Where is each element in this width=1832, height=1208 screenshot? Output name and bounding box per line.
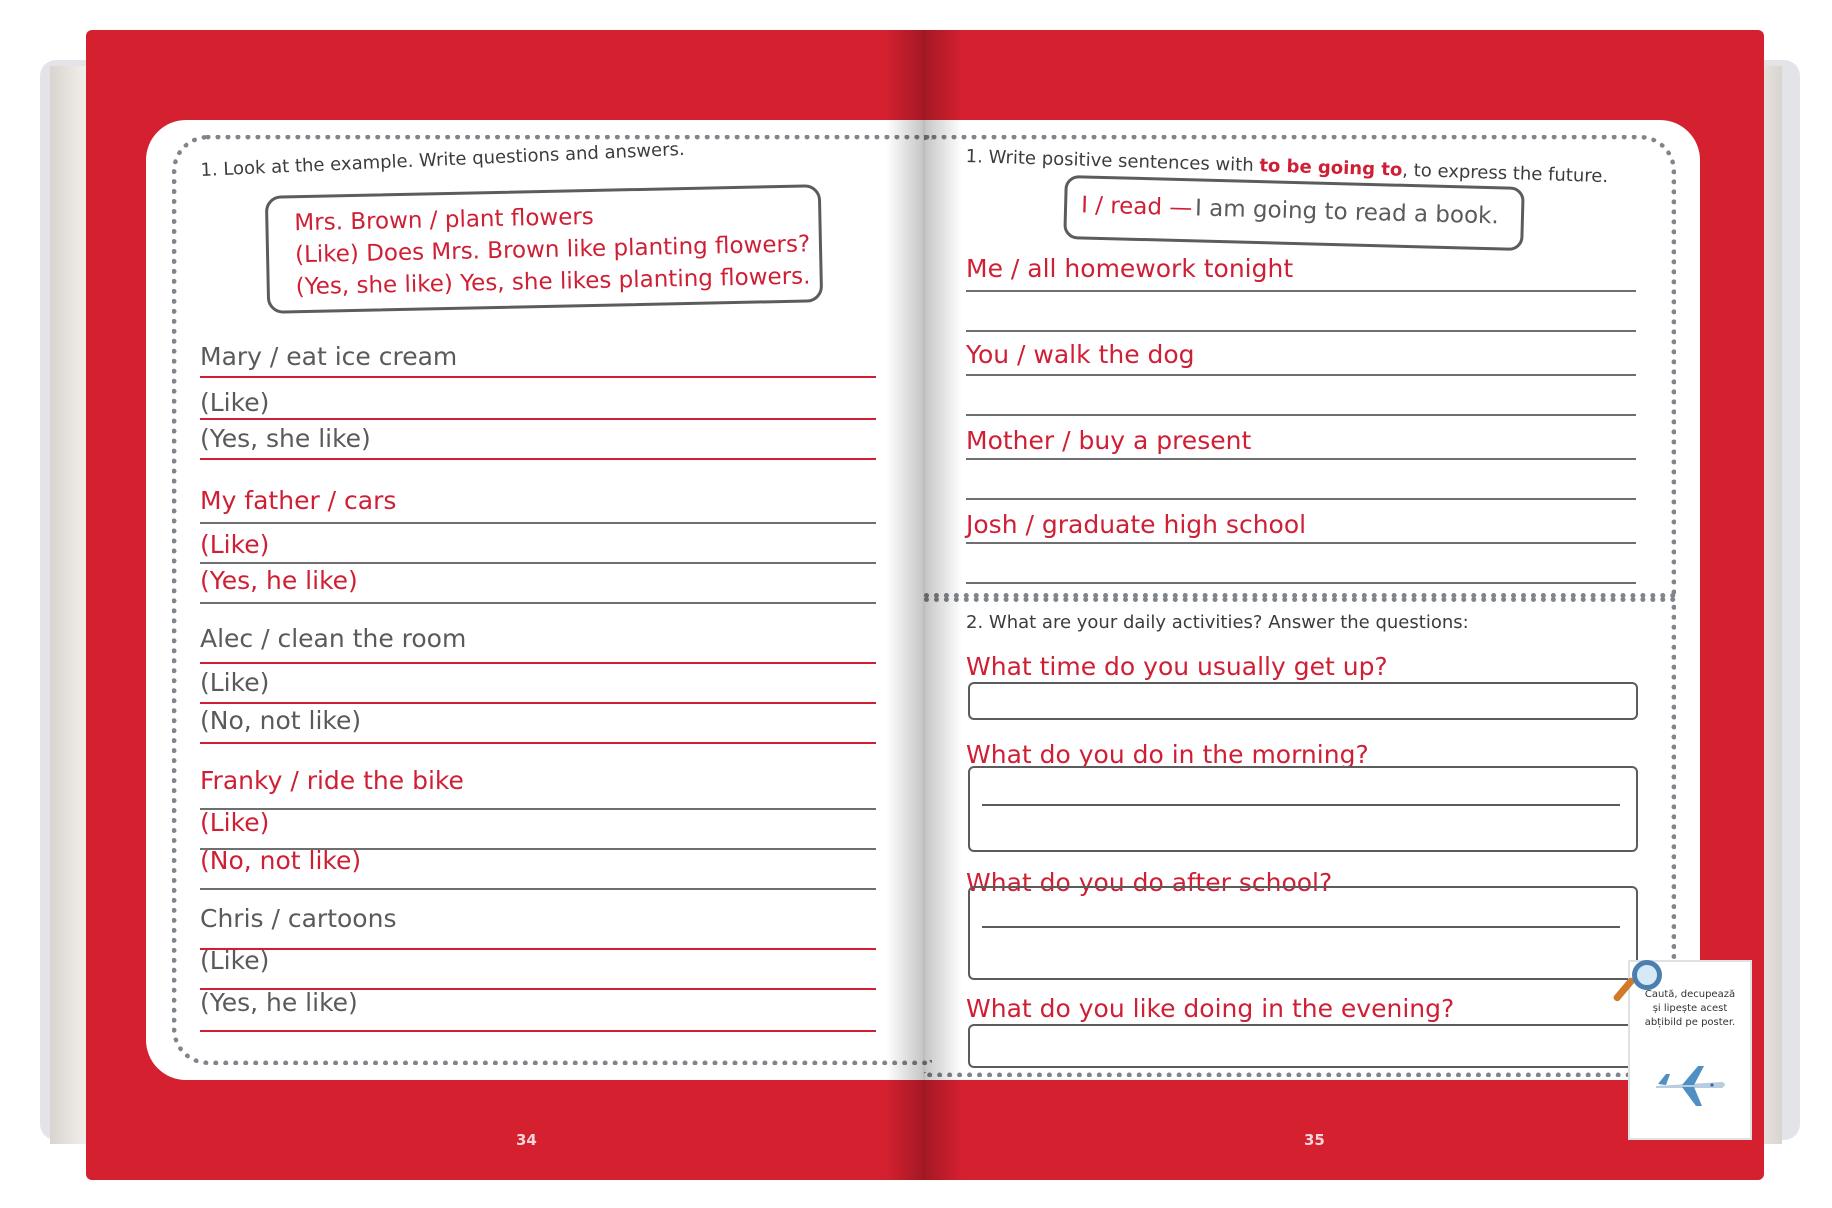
answer-line [982,804,1620,806]
answer-box-4[interactable] [968,1024,1636,1068]
example-box-right [1063,175,1525,251]
answer-box-2[interactable] [968,766,1638,852]
exercise-2-answer-cue: (Yes, he like) [200,566,358,595]
example-line-1: Mrs. Brown / plant flowers [294,203,595,237]
answer-line[interactable] [200,1030,876,1032]
example-answer: I am going to read a book. [1194,195,1500,230]
exercise-3-subject: Alec / clean the room [200,624,467,653]
exercise-3-like: (Like) [200,668,270,697]
exercise-1-subject: Mary / eat ice cream [200,342,458,371]
answer-line[interactable] [966,414,1636,416]
sentence-cue-3: Mother / buy a present [966,426,1252,455]
answer-line[interactable] [966,330,1636,332]
right-instruction-2: 2. What are your daily activities? Answer the questions: [966,612,1469,633]
answer-line[interactable] [200,458,876,460]
instruction-text-b: , to express the future. [1401,159,1609,188]
answer-line[interactable] [966,374,1636,376]
page-number-left: 34 [516,1131,537,1149]
answer-line[interactable] [966,498,1636,500]
sentence-cue-1: Me / all homework tonight [966,254,1294,283]
exercise-4-like: (Like) [200,808,270,837]
answer-line[interactable] [200,522,876,524]
exercise-1-like: (Like) [200,388,270,417]
example-box [265,184,823,314]
answer-box-1[interactable] [968,682,1638,720]
answer-line[interactable] [200,702,876,704]
answer-line[interactable] [200,742,876,744]
exercise-4-answer-cue: (No, not like) [200,846,362,875]
answer-line[interactable] [966,582,1636,584]
question-2: What do you do in the morning? [966,740,1369,769]
answer-line [982,926,1620,928]
answer-line[interactable] [200,376,876,378]
exercise-3-answer-cue: (No, not like) [200,706,362,735]
question-4: What do you like doing in the evening? [966,994,1455,1023]
example-line-2: (Like) Does Mrs. Brown like planting flowers? [294,231,811,269]
exercise-1-answer-cue: (Yes, she like) [200,424,371,453]
left-instruction: 1. Look at the example. Write questions and answers. [200,138,686,181]
magnifier-icon [1632,960,1662,990]
answer-line[interactable] [966,290,1636,292]
answer-line[interactable] [966,458,1636,460]
example-cue: I / read — [1080,192,1193,222]
book-gutter [886,30,962,1180]
answer-line[interactable] [200,948,876,950]
page-edges-left [50,66,90,1144]
answer-line[interactable] [200,808,876,810]
answer-line[interactable] [200,888,876,890]
answer-line[interactable] [966,542,1636,544]
exercise-5-like: (Like) [200,946,270,975]
answer-line[interactable] [200,562,876,564]
exercise-2-like: (Like) [200,530,270,559]
sticker-text: Caută, decupează și lipește acest abțibild pe poster. [1644,989,1736,1028]
airplane-icon [1652,1060,1730,1112]
sentence-cue-4: Josh / graduate high school [966,510,1307,539]
answer-line[interactable] [200,602,876,604]
exercise-5-answer-cue: (Yes, he like) [200,988,358,1017]
question-3: What do you do after school? [966,868,1333,897]
question-1: What time do you usually get up? [966,652,1388,681]
answer-line[interactable] [200,662,876,664]
exercise-5-subject: Chris / cartoons [200,904,397,933]
answer-line[interactable] [200,418,876,420]
exercise-4-subject: Franky / ride the bike [200,766,464,795]
example-line-3: (Yes, she like) Yes, she likes planting flowers. [295,263,811,301]
answer-box-3[interactable] [968,886,1638,980]
page-number-right: 35 [1304,1131,1325,1149]
exercise-2-subject: My father / cars [200,486,397,515]
instruction-highlight: to be going to [1259,155,1403,181]
instruction-text-a: 1. Write positive sentences with [965,146,1260,177]
sentence-cue-2: You / walk the dog [966,340,1195,369]
